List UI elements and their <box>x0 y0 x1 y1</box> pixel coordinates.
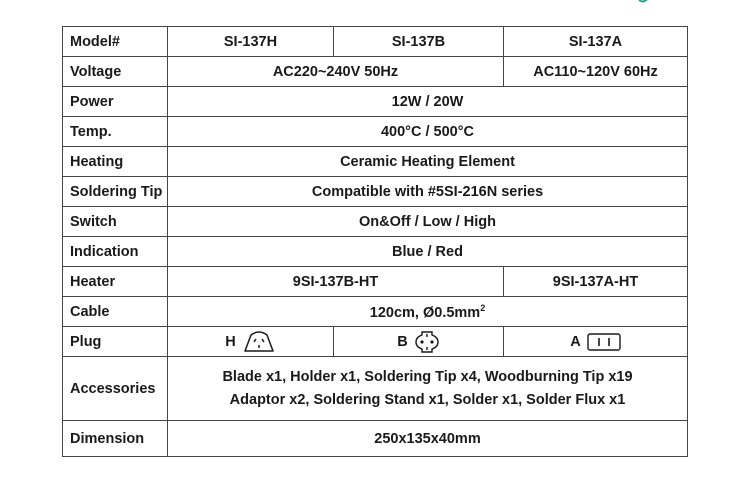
plug-type-b-icon <box>414 330 440 354</box>
row-tip <box>63 177 688 207</box>
cable-value <box>168 297 688 327</box>
spec-table <box>62 26 688 457</box>
model-si137b: SI-137B <box>334 27 504 57</box>
row-plug <box>63 327 688 357</box>
row-cable <box>63 297 688 327</box>
temp-value: 400°C / 500°C <box>168 117 688 147</box>
heating-label: Heating <box>63 147 168 177</box>
accessories-line-2: Adaptor x2, Soldering Stand x1, Solder x1, Solder Flux x1 <box>229 391 626 408</box>
row-indication <box>63 237 688 267</box>
row-power <box>63 87 688 117</box>
plug-b-cell <box>334 327 504 357</box>
indication-label: Indication <box>63 237 168 267</box>
power-value: 12W / 20W <box>168 87 688 117</box>
plug-h-cell <box>168 327 334 357</box>
heater-label: Heater <box>63 267 168 297</box>
tip-label: Soldering Tip <box>63 177 168 207</box>
power-label: Power <box>63 87 168 117</box>
heating-value: Ceramic Heating Element <box>168 147 688 177</box>
row-heater <box>63 267 688 297</box>
voltage-label: Voltage <box>63 57 168 87</box>
plug-h-letter: H <box>225 333 236 350</box>
row-heating <box>63 147 688 177</box>
accessories-line-1: Blade x1, Holder x1, Soldering Tip x4, Woodburning Tip x19 <box>222 368 633 385</box>
voltage-hb-value: AC220~240V 50Hz <box>168 57 504 87</box>
switch-label: Switch <box>63 207 168 237</box>
dimension-label: Dimension <box>63 421 168 457</box>
accessories-label: Accessories <box>63 357 168 421</box>
dimension-value: 250x135x40mm <box>168 421 688 457</box>
cable-value-sup: 2 <box>480 302 486 313</box>
accessories-value <box>168 357 688 421</box>
plug-a-letter: A <box>570 333 581 350</box>
model-si137a: SI-137A <box>504 27 688 57</box>
row-accessories <box>63 357 688 421</box>
plug-type-a-icon <box>587 333 621 351</box>
cable-value-main: 120cm, Ø0.5mm <box>369 304 481 321</box>
model-label: Model# <box>63 27 168 57</box>
corner-decoration-icon <box>638 0 650 4</box>
row-dimension <box>63 421 688 457</box>
heater-hb-value: 9SI-137B-HT <box>168 267 504 297</box>
temp-label: Temp. <box>63 117 168 147</box>
plug-label: Plug <box>63 327 168 357</box>
row-switch <box>63 207 688 237</box>
row-voltage <box>63 57 688 87</box>
row-temp <box>63 117 688 147</box>
tip-value: Compatible with #5SI-216N series <box>168 177 688 207</box>
plug-type-h-icon <box>242 330 276 354</box>
row-model <box>63 27 688 57</box>
model-si137h: SI-137H <box>168 27 334 57</box>
voltage-a-value: AC110~120V 60Hz <box>504 57 688 87</box>
cable-label: Cable <box>63 297 168 327</box>
plug-a-cell <box>504 327 688 357</box>
indication-value: Blue / Red <box>168 237 688 267</box>
switch-value: On&Off / Low / High <box>168 207 688 237</box>
plug-b-letter: B <box>397 333 408 350</box>
heater-a-value: 9SI-137A-HT <box>504 267 688 297</box>
